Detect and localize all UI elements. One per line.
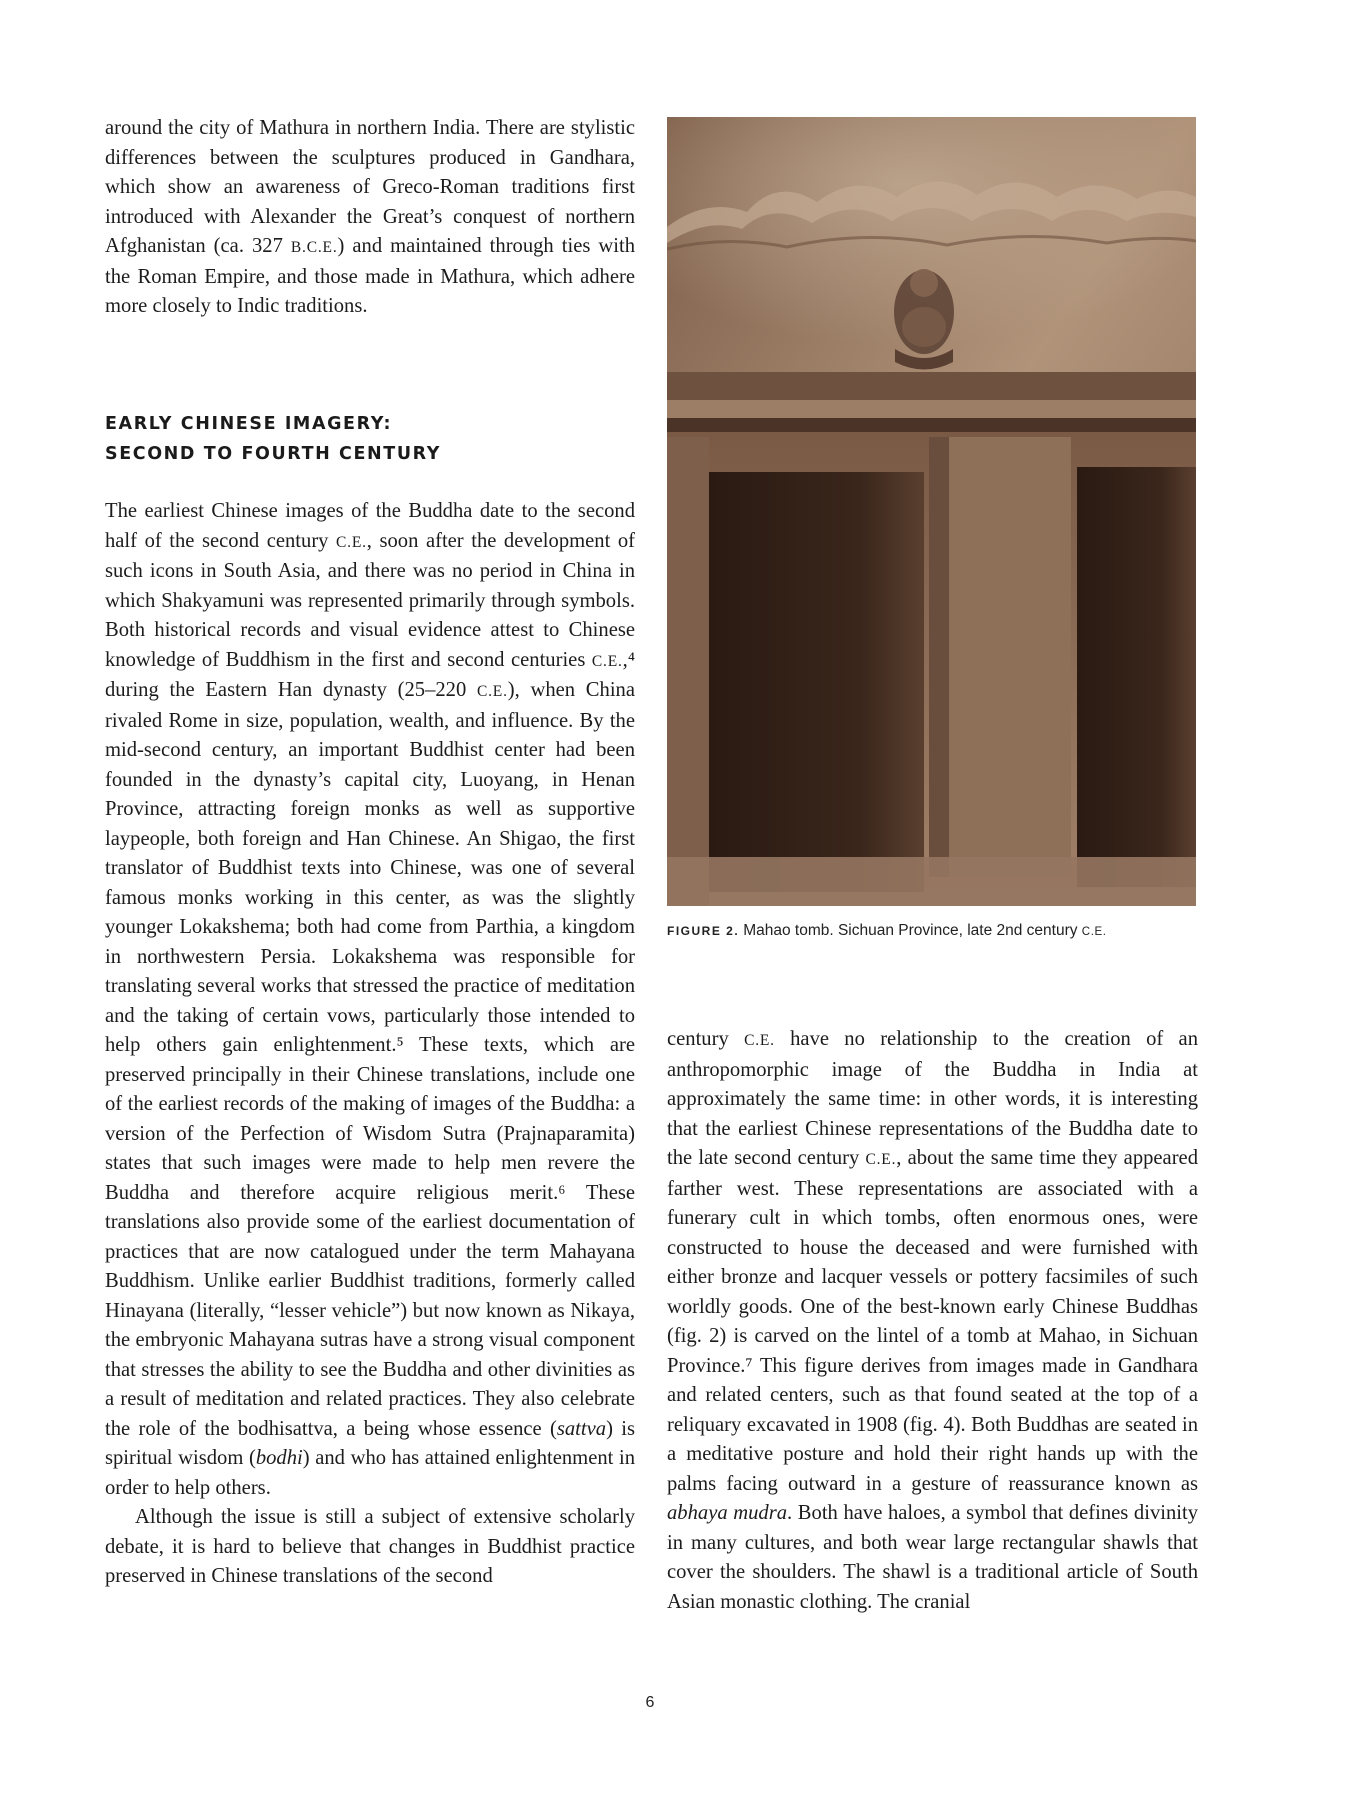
body-right-column [667,1025,1198,1617]
section-heading-line-1: EARLY CHINESE IMAGERY: [105,414,393,434]
figure-caption-text: Mahao tomb. Sichuan Province, late 2nd century C.E. [743,922,1107,939]
mahao-tomb-photo [667,117,1196,906]
body-paragraph-1: The earliest Chinese images of the Buddha date to the second half of the second century C.E., soon after the development of such icons in South Asia, and there was no period in China in which Shakyamuni was represented primarily through symbols. Both historical records and visual evidence attest to Chinese knowledge of Buddhism in the first and second centuries C.E.,⁴ during the Eastern Han dynasty (25–220 C.E.), when China rivaled Rome in size, population, wealth, and influence. By the mid-second century, an important Buddhist center had been founded in the dynasty’s capital city, Luoyang, in Henan Province, attracting foreign monks as well as supportive laypeople, both foreign and Han Chinese. An Shigao, the first translator of Buddhist texts into Chinese, was one of several famous monks working in this center, as was the slightly younger Lokakshema; both had come from Parthia, a kingdom in northwestern Persia. Lokakshema was responsible for translating several works that stressed the practice of meditation and the taking of certain vows, particularly those intended to help others gain enlightenment.⁵ These texts, which are preserved principally in their Chinese translations, include one of the earliest records of the making of images of the Buddha: a version of the Perfection of Wisdom Sutra (Prajnaparamita) states that such images were made to help men revere the Buddha and therefore acquire religious merit.⁶ These translations also provide some of the earliest documentation of practices that are now catalogued under the term Mahayana Buddhism. Unlike earlier Buddhist traditions, formerly called Hinayana (literally, “lesser vehicle”) but now known as Nikaya, the embryonic Mahayana sutras have a strong visual component that stresses the ability to see the Buddha and other divinities as a result of meditation and related practices. They also celebrate the role of the bodhisattva, a being whose essence (sattva) is spiritual wisdom (bodhi) and who has attained enlightenment in order to help others. [105,500,635,1499]
figure-photo [667,117,1196,906]
body-paragraph-2: Although the issue is still a subject of extensive scholarly debate, it is hard to believe that changes in Buddhist practice preserved in Chinese translations of the second [105,1506,635,1587]
figure-caption [667,921,1227,942]
section-heading [105,409,635,469]
page-number: 6 [645,1694,655,1711]
section-heading-line-2: SECOND TO FOURTH CENTURY [105,444,442,464]
intro-paragraph [105,114,635,322]
body-left-column [105,497,635,1592]
body-right-paragraph: century C.E. have no relationship to the creation of an anthropomorphic image of the Buddha in India at approximately the same time: in other words, it is interesting that the earliest Chinese representations of the Buddha date to the late second century C.E., about the same time they appeared farther west. These representations are associated with a funerary cult in which tombs, often enormous ones, were constructed to house the deceased and were furnished with either bronze and lacquer vessels or pottery facsimiles of such worldly goods. One of the best-known early Chinese Buddhas (fig. 2) is carved on the lintel of a tomb at Mahao, in Sichuan Province.⁷ This figure derives from images made in Gandhara and related centers, such as that found seated at the top of a reliquary excavated in 1908 (fig. 4). Both Buddhas are seated in a meditative posture and hold their right hands up with the palms facing outward in a gesture of reassurance known as abhaya mudra. Both have haloes, a symbol that defines divinity in many cultures, and both wear large rectangular shawls that cover the shoulders. The shawl is a traditional article of South Asian monastic clothing. The cranial [667,1028,1198,1613]
intro-text: around the city of Mathura in northern India. There are stylistic differences between the sculptures produced in Gandhara, which show an awareness of Greco-Roman traditions first introduced with Alexander the Great’s conquest of northern Afghanistan (ca. 327 B.C.E.) and maintained through ties with the Roman Empire, and those made in Mathura, which adhere more closely to Indic traditions. [105,117,635,317]
figure-label: FIGURE 2. [667,924,740,938]
